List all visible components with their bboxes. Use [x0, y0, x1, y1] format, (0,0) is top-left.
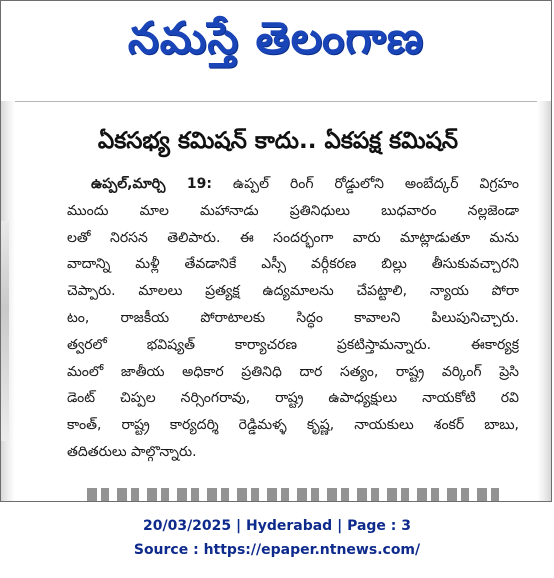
cut-off-next-article: [87, 488, 507, 502]
adjacent-column-edge: [1, 101, 15, 501]
footer-info: 20/03/2025 | Hyderabad | Page : 3: [142, 518, 412, 534]
footer-source: Source : https://epaper.ntnews.com/: [133, 542, 421, 558]
footer: [0, 514, 554, 562]
body-line: వాదాన్ని మళ్లీ తేవడానికే ఎస్సీ వర్గీకరణ బిల్లు తీసుకువచ్చారని: [67, 256, 519, 273]
body-line: డెంట్ చిప్పల నర్సింగరావు, రాష్ట్ర ఉపాధ్యక్షులు నాయకోటి రవి: [67, 390, 519, 407]
body-line: కాంత్, రాష్ట్ర కార్యదర్శి రెడ్డిమళ్ళ కృష్ణ, నాయకులు శంకర్ బాబు,: [67, 417, 519, 434]
body-line: ముందు మాల మహానాడు ప్రతినిధులు బుధవారం నల్లజెండా: [67, 202, 519, 219]
article-headline: ఏకసభ్య కమిషన్ కాదు.. ఏకపక్ష కమిషన్: [97, 128, 459, 154]
body-line: లతో నిరసన తెలిపారు. ఈ సందర్భంగా వారు మాట్లాడుతూ మను: [67, 229, 519, 246]
article-body: [67, 171, 519, 466]
body-line: తదితరులు పాల్గొన్నారు.: [67, 443, 197, 460]
body-line: మంలో జాతీయ అధికార ప్రతినిధి దార సత్యం, రాష్ట్ర వర్కింగ్ ప్రెసి: [67, 363, 519, 380]
body-line: టం, రాజకీయ పోరాటాలకు సిద్ధం కావాలని పిలుపునిచ్చారు.: [67, 309, 519, 326]
masthead-logo: నమస్తే తెలంగాణ: [127, 13, 425, 64]
article-dateline: ఉప్పల్,మార్చి 19:: [91, 176, 212, 192]
body-line: ఉప్పల్,మార్చి 19: ఉప్పల్ రింగ్ రోడ్డులోని అంబేద్కర్ విగ్రహం: [91, 176, 519, 192]
adjacent-column-edge: [537, 101, 551, 501]
divider: [1, 101, 552, 102]
body-line: చెప్పారు. మాలలు ప్రత్యక్ష ఉద్యమాలను చేపట్టాలి, న్యాయ పోరా: [67, 283, 519, 300]
body-line: త్వరలో భవిష్యత్ కార్యాచరణ ప్రకటిస్తామన్నారు. ఈకార్యక్ర: [67, 336, 519, 353]
